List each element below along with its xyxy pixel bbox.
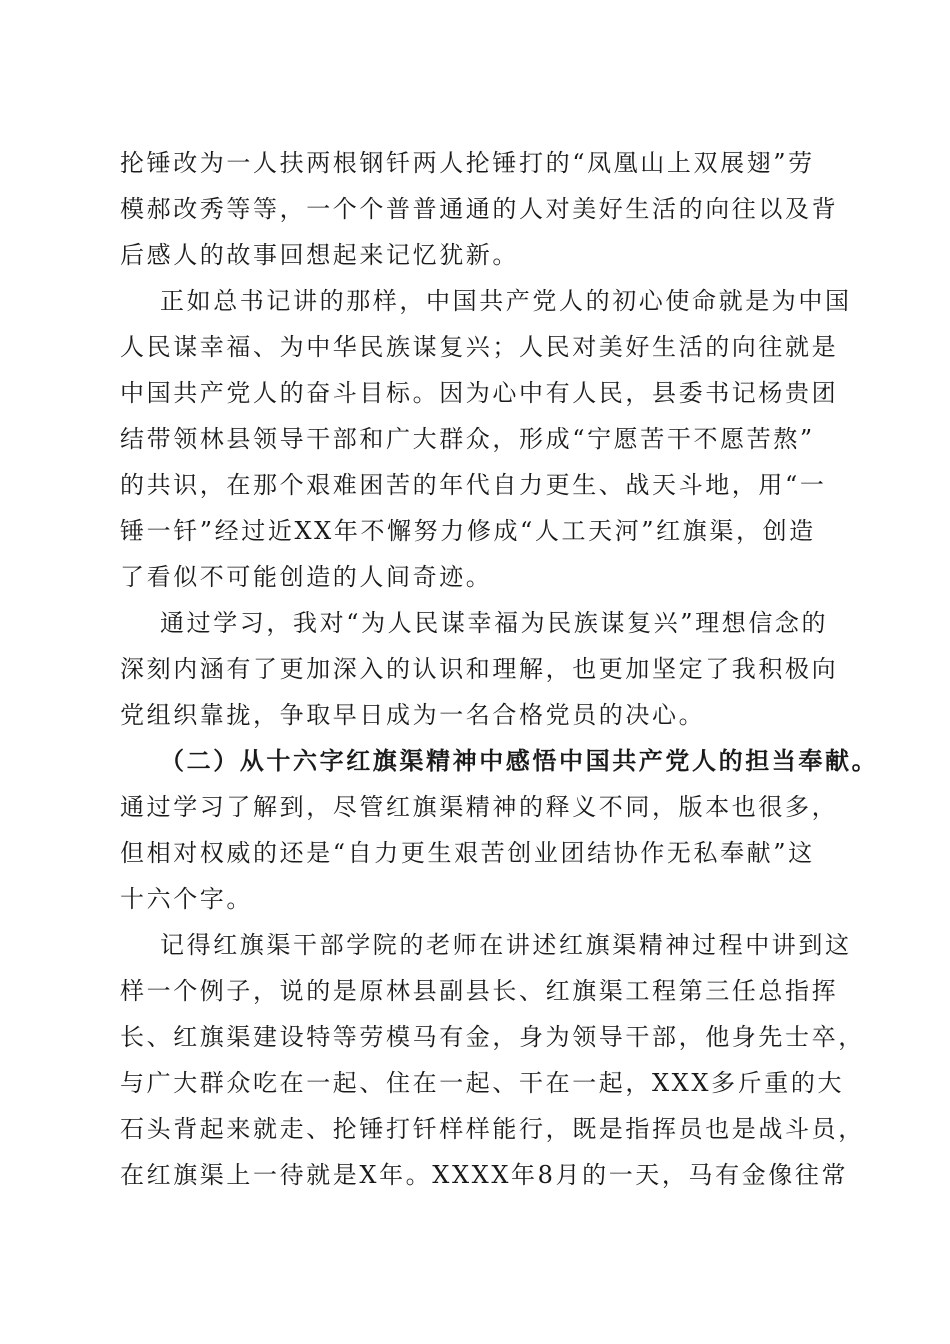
text-line: 但相对权威的还是“自力更生艰苦创业团结协作无私奉献”这 xyxy=(120,839,815,867)
section-heading: （二）从十六字红旗渠精神中感悟中国共产党人的担当奉献。 xyxy=(160,746,879,775)
text-line: 的共识，在那个艰难困苦的年代自力更生、战天斗地，用“一 xyxy=(120,471,827,499)
paragraph-3 xyxy=(120,600,839,738)
text-line: 中国共产党人的奋斗目标。因为心中有人民，县委书记杨贵团 xyxy=(120,379,839,407)
text-line: 与广大群众吃在一起、住在一起、干在一起，XXX多斤重的大 xyxy=(120,1069,845,1097)
paragraph-5 xyxy=(120,922,865,1198)
text-line: 通过学习了解到，尽管红旗渠精神的释义不同，版本也很多， xyxy=(120,793,839,821)
text-line: 模郝改秀等等，一个个普普通通的人对美好生活的向往以及背 xyxy=(120,195,839,223)
text-line: 了看似不可能创造的人间奇迹。 xyxy=(120,563,493,591)
text-line: 深刻内涵有了更加深入的认识和理解，也更加坚定了我积极向 xyxy=(120,655,839,683)
document-body xyxy=(120,140,879,1198)
text-line: 十六个字。 xyxy=(120,885,253,913)
text-line: 在红旗渠上一待就是X年。XXXX年8月的一天，马有金像往常 xyxy=(120,1161,849,1189)
text-line: 记得红旗渠干部学院的老师在讲述红旗渠精神过程中讲到这 xyxy=(160,931,852,959)
text-line: 抡锤改为一人扶两根钢钎两人抡锤打的“凤凰山上双展翅”劳 xyxy=(120,149,815,177)
paragraph-4 xyxy=(120,738,879,922)
text-line: 人民谋幸福、为中华民族谋复兴；人民对美好生活的向往就是 xyxy=(120,333,839,361)
text-line: 后感人的故事回想起来记忆犹新。 xyxy=(120,241,519,269)
text-line: 样一个例子，说的是原林县副县长、红旗渠工程第三任总指挥 xyxy=(120,977,839,1005)
paragraph-2 xyxy=(120,278,852,600)
text-line: 党组织靠拢，争取早日成为一名合格党员的决心。 xyxy=(120,701,706,729)
text-line: 结带领林县领导干部和广大群众，形成“宁愿苦干不愿苦熬” xyxy=(120,425,815,453)
text-line: 正如总书记讲的那样，中国共产党人的初心使命就是为中国 xyxy=(160,287,852,315)
paragraph-1 xyxy=(120,140,839,278)
text-line: 长、红旗渠建设特等劳模马有金，身为领导干部，他身先士卒， xyxy=(120,1023,865,1051)
text-line: 锤一钎”经过近XX年不懈努力修成“人工天河”红旗渠，创造 xyxy=(120,517,816,545)
text-line: 石头背起来就走、抡锤打钎样样能行，既是指挥员也是战斗员， xyxy=(120,1115,865,1143)
text-line: 通过学习，我对“为人民谋幸福为民族谋复兴”理想信念的 xyxy=(160,609,829,637)
